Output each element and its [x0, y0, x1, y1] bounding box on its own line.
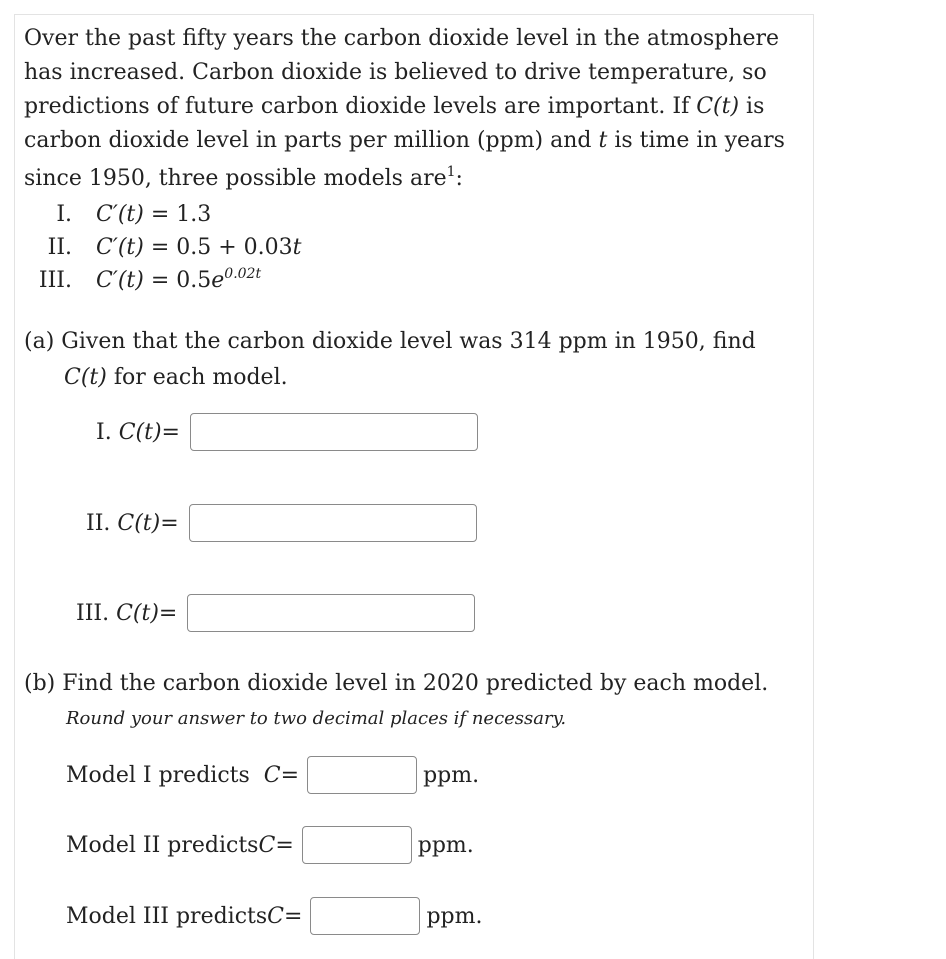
math-c: C [267, 903, 285, 929]
answer-input-model-1[interactable] [190, 413, 478, 451]
model-expression: = 0.5 [143, 268, 212, 293]
answer-row-b1 [66, 756, 479, 794]
intro-text: predictions of future carbon dioxide levels are important. If [24, 94, 697, 119]
answer-label: II. [86, 510, 111, 536]
part-a-text: (a) Given that the carbon dioxide level was 314 ppm in 1950, find [24, 329, 756, 354]
prediction-input-model-3[interactable] [310, 897, 420, 935]
prediction-input-model-1[interactable] [307, 756, 417, 794]
model-derivative: C′(t) [96, 268, 144, 293]
intro-text: is [739, 94, 765, 119]
rounding-note: Round your answer to two decimal places if necessary. [66, 708, 567, 729]
answer-input-model-3[interactable] [187, 594, 475, 632]
equals-sign: = [161, 419, 180, 445]
unit-label: ppm. [417, 832, 474, 858]
intro-text: since 1950, three possible models are [24, 166, 447, 191]
part-b-prompt [24, 666, 794, 702]
math-t: t [292, 235, 302, 260]
model-derivative: C′(t) [96, 235, 144, 260]
part-a-text-line2 [24, 360, 794, 396]
intro-line [24, 162, 794, 196]
part-a-text: for each model. [106, 365, 288, 390]
answer-label: I. [96, 419, 112, 445]
answer-row-a3 [76, 594, 475, 632]
intro-line [24, 124, 794, 158]
math-c-of-t: C(t) [117, 510, 161, 536]
equals-sign: = [275, 832, 294, 858]
math-e: e [211, 268, 225, 293]
unit-label: ppm. [423, 762, 480, 788]
model-list [24, 198, 302, 297]
intro-text: carbon dioxide level in parts per million (ppm) and [24, 128, 599, 153]
math-c-of-t: C(t) [116, 600, 159, 626]
math-c: C [258, 832, 276, 858]
answer-input-model-2[interactable] [189, 504, 477, 542]
equals-sign: = [160, 510, 179, 536]
intro-text: : [455, 166, 463, 191]
model-derivative: C′(t) [96, 202, 144, 227]
prediction-label: Model II predicts [66, 832, 259, 858]
intro-line [24, 56, 794, 90]
intro-text: has increased. Carbon dioxide is believed to drive temperature, so [24, 60, 767, 85]
model-numeral: I. [56, 202, 72, 227]
answer-row-b3 [66, 897, 482, 935]
model-numeral: II. [47, 235, 72, 260]
math-c-of-t: C(t) [696, 94, 740, 119]
equals-sign: = [158, 600, 178, 626]
answer-row-b2 [66, 826, 474, 864]
intro-line [24, 90, 794, 124]
model-row-2 [24, 231, 302, 264]
answer-label: III. [76, 600, 110, 626]
unit-label: ppm. [426, 903, 483, 929]
part-b-text: (b) Find the carbon dioxide level in 2020 predicted by each model. [24, 671, 769, 696]
model-row-3 [24, 264, 302, 297]
equals-sign: = [284, 903, 303, 929]
intro-text: is time in years [607, 128, 785, 153]
math-t: t [598, 128, 608, 153]
answer-row-a1 [96, 413, 478, 451]
model-exponent: 0.02t [224, 266, 262, 282]
equals-sign: = [280, 762, 300, 788]
math-c-of-t: C(t) [118, 419, 162, 445]
math-c: C [263, 762, 281, 788]
prediction-label: Model I predicts [66, 762, 250, 788]
answer-row-a2 [86, 504, 477, 542]
intro-text: Over the past fifty years the carbon dioxide level in the atmosphere [24, 26, 780, 51]
model-expression: = 1.3 [143, 202, 212, 227]
prediction-label: Model III predicts [66, 903, 268, 929]
footnote-marker: 1 [446, 164, 456, 180]
problem-intro [24, 22, 794, 196]
part-a-prompt [24, 324, 794, 396]
model-row-1 [24, 198, 302, 231]
model-numeral: III. [38, 268, 72, 293]
prediction-input-model-2[interactable] [302, 826, 412, 864]
intro-line [24, 22, 794, 56]
model-expression: = 0.5 + 0.03 [143, 235, 293, 260]
math-c-of-t: C(t) [64, 365, 107, 390]
